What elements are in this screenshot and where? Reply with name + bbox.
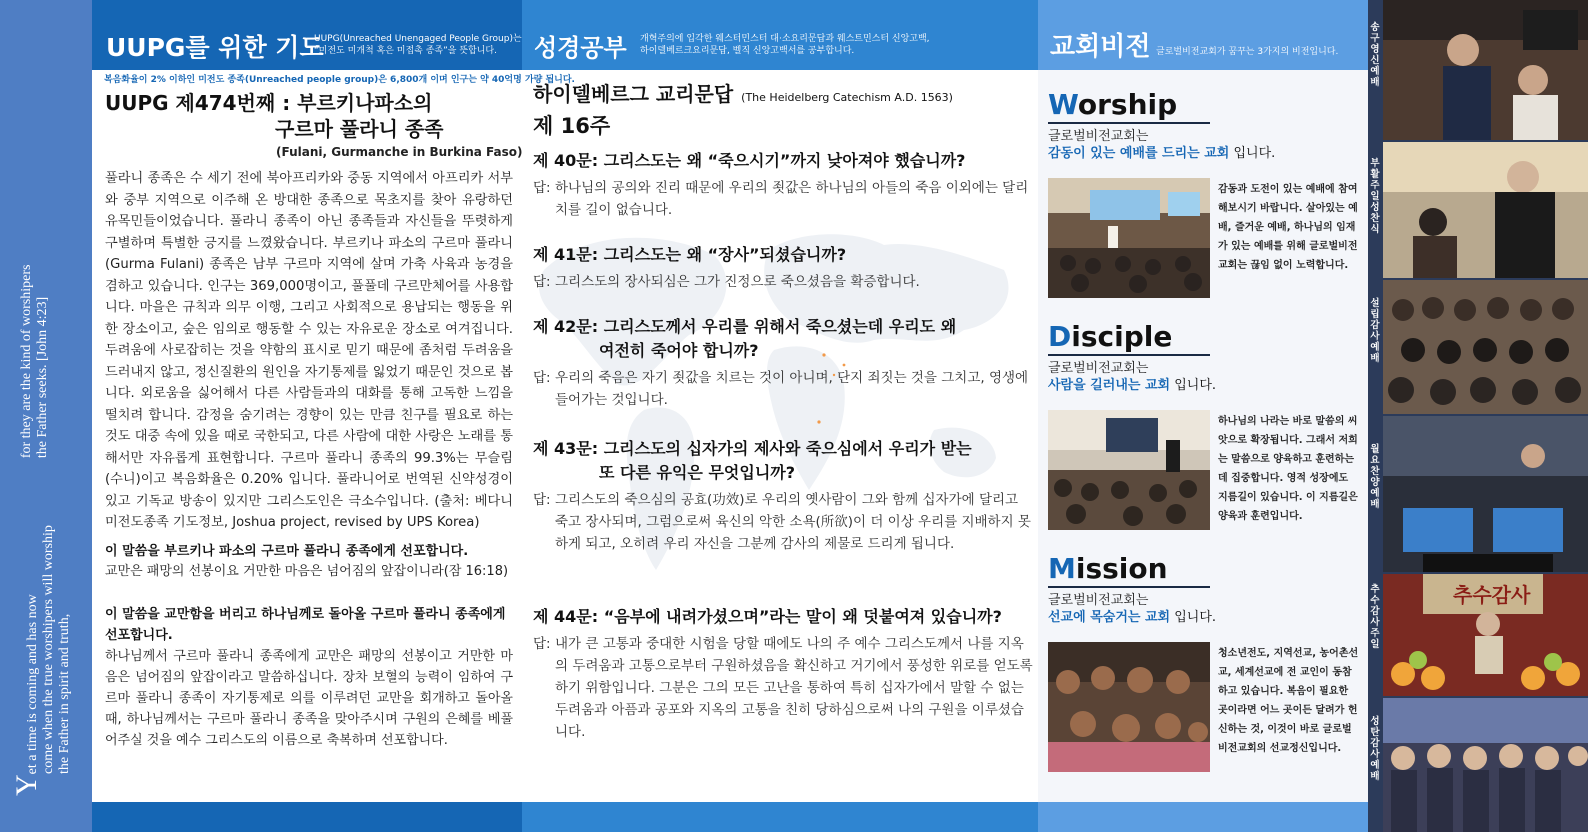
catechism-title-english: (The Heidelberg Catechism A.D. 1563) bbox=[741, 91, 953, 104]
vision-statement bbox=[1048, 377, 1360, 395]
question-line-2: 또 다른 유익은 무엇입니까? bbox=[599, 463, 796, 482]
answer-text: 우리의 죽음은 자기 죗값을 치르는 것이 아니며, 단지 죄짓는 것을 그치고, 영생에 들어가는 것입니다. bbox=[555, 370, 1029, 408]
verse-line: et a time is coming and has now bbox=[25, 594, 40, 775]
uupg-band-sub-2: “미전도 미개척 혹은 미접촉 종족”을 뜻합니다. bbox=[314, 46, 497, 56]
vision-heading-cap: M bbox=[1048, 552, 1076, 585]
vision-highlight: 선교에 목숨거는 교회 bbox=[1048, 610, 1171, 625]
footer-band-1 bbox=[92, 802, 522, 832]
answer-label: 답: bbox=[533, 274, 551, 290]
uupg-title-line-1: UUPG 제474번째 : 부르키나파소의 bbox=[105, 91, 433, 115]
vision-statement bbox=[1048, 145, 1360, 163]
vision-church-label: 글로벌비전교회는 bbox=[1048, 593, 1149, 608]
declaration-1-heading: 이 말씀을 부르키나 파소의 구르마 풀라니 종족에게 선포합니다. bbox=[105, 544, 469, 559]
catechism-title-text: 하이델베르그 교리문답 bbox=[533, 82, 734, 106]
photo-label: 설립감사예배 bbox=[1370, 298, 1380, 364]
photo-founding-service bbox=[1383, 280, 1588, 414]
bible-band-title: 성경공부 bbox=[534, 34, 627, 62]
answer-text: 내가 큰 고통과 중대한 시험을 당할 때에도 나의 주 예수 그리스도께서 나를 지옥의 두려움과 고통으로부터 구원하셨음을 확신하고 거기에서 풍성한 위로를 얻도록 하기 위함입니다. 그분은 그의 모든 고난을 통하여 특히 십자가에서 말할 수 없는 두려움과 아픔과 공포와 지옥의 고통을 친히 당하심으로써 나의 구원을 이루셨습니다. bbox=[555, 636, 1033, 740]
vision-heading-rest: orship bbox=[1077, 88, 1178, 121]
verse-line: for they are the kind of worshipers bbox=[19, 264, 34, 459]
vision-divider bbox=[1048, 354, 1210, 356]
question bbox=[533, 149, 1033, 173]
vision-description: 청소년전도, 지역선교, 농어촌선교, 세계선교에 전 교인이 동참하고 있습니다. 복음이 필요한 곳이라면 어느 곳이든 달려가 헌신하는 것, 이것이 바로 글로벌비전교회의 선교정신입니다. bbox=[1218, 648, 1359, 754]
vision-heading-rest: ission bbox=[1075, 552, 1168, 585]
qa-item-44 bbox=[533, 605, 1033, 743]
footer-band-2 bbox=[522, 802, 1038, 832]
verse-dropcap: Y bbox=[10, 774, 43, 796]
question-line-2: 여전히 죽어야 합니까? bbox=[599, 341, 759, 360]
photo-monday-praise bbox=[1383, 416, 1588, 572]
qa-item-43 bbox=[533, 437, 1033, 555]
vision-suffix: 입니다. bbox=[1174, 610, 1217, 625]
vision-description: 감동과 도전이 있는 예배에 참여해보시기 바랍니다. 살아있는 예배, 즐거운 예배, 하나님의 임재가 있는 예배를 위해 글로벌비전교회는 끊임 없이 노력합니다. bbox=[1218, 184, 1358, 271]
declaration-2-body: 하나님께서 구르마 풀라니 종족에게 교만은 패망의 선봉이고 거만한 마음은 넘어짐의 앞잡이라고 말씀하십니다. 장차 보혈의 능력이 임하여 구르마 풀라니 종족이 자기통제로 의를 이루려던 교만을 회개하고 돌아올 때, 하나님께서는 구르마 풀라니 종족을 맞아주시며 구원의 은혜를 베풀어주실 것을 예수 그리스도의 이름으로 축복하며 선포합니다. bbox=[105, 649, 513, 748]
vision-description: 하나님의 나라는 바로 말씀의 씨앗으로 확장됩니다. 그래서 저희는 말씀으로 양육하고 훈련하는데 집중합니다. 영적 성장에도 지름길이 있습니다. 이 지름길은 양육과 훈련입니다. bbox=[1218, 416, 1358, 522]
uupg-band-sub-1: UUPG(Unreached Unengaged People Group)는 bbox=[314, 34, 522, 44]
bible-header-band bbox=[522, 0, 1038, 70]
uupg-band-title: UUPG를 위한 기도 bbox=[106, 33, 324, 62]
question-line-1: 제 43문: 그리스도의 십자가의 제사와 죽으심에서 우리가 받는 bbox=[533, 439, 972, 458]
qa-item-42 bbox=[533, 315, 1033, 411]
answer-label: 답: bbox=[533, 180, 551, 196]
answer bbox=[533, 271, 1033, 293]
uupg-title bbox=[105, 90, 515, 142]
question bbox=[533, 605, 1033, 629]
uupg-note: 복음화율이 2% 이하인 미전도 종족(Unreached people group)은 6,800개 이며 인구는 약 40억명 가량 됩니다. bbox=[104, 75, 575, 85]
verse-line: the Father in spirit and truth, bbox=[57, 613, 72, 774]
answer-label: 답: bbox=[533, 636, 551, 652]
vision-mission bbox=[1048, 554, 1360, 774]
question-line-1: 제 41문: 그리스도는 왜 “장사”되셨습니까? bbox=[533, 245, 847, 264]
verse-line: come when the true worshipers will worship bbox=[41, 525, 56, 774]
vision-heading bbox=[1048, 90, 1360, 120]
vision-divider bbox=[1048, 586, 1210, 588]
question-line-1: 제 42문: 그리스도께서 우리를 위해서 죽으셨는데 우리도 왜 bbox=[533, 317, 957, 336]
answer-label: 답: bbox=[533, 370, 551, 386]
disciple-photo bbox=[1048, 410, 1210, 530]
banner-text: 추수감사 bbox=[1453, 583, 1531, 607]
vision-band-title: 교회비전 bbox=[1050, 32, 1151, 62]
vision-band-sub: 글로벌비전교회가 꿈꾸는 3가지의 비전입니다. bbox=[1156, 47, 1339, 57]
photo-easter-communion bbox=[1383, 142, 1588, 278]
vision-heading-rest: isciple bbox=[1071, 320, 1173, 353]
uupg-title-line-2: 구르마 풀라니 종족 bbox=[275, 117, 444, 141]
vision-church-label: 글로벌비전교회는 bbox=[1048, 361, 1149, 376]
uupg-header-band bbox=[92, 0, 522, 70]
vision-highlight: 감동이 있는 예배를 드리는 교회 bbox=[1048, 146, 1230, 161]
declaration-2-heading: 이 말씀을 교만함을 버리고 하나님께로 돌아올 구르마 풀라니 종족에게 선포합니다. bbox=[105, 607, 506, 643]
catechism-week: 제 16주 bbox=[533, 114, 611, 138]
vision-heading-cap: W bbox=[1048, 88, 1078, 121]
photo-christmas bbox=[1383, 698, 1588, 832]
vision-heading bbox=[1048, 322, 1360, 352]
question-line-1: 제 40문: 그리스도는 왜 “죽으시기”까지 낮아져야 했습니까? bbox=[533, 151, 966, 170]
answer-text: 그리스도의 장사되심은 그가 진정으로 죽으셨음을 확증합니다. bbox=[555, 274, 920, 290]
uupg-body-text: 풀라니 종족은 수 세기 전에 북아프리카와 중동 지역에서 아프리카 서부와 중부 지역으로 이주해 온 방대한 종족으로 목초지를 찾아 유랑하던 유목민들이었습니다. 풀라니 종족이 아닌 종족들과 자신들을 뚜렷하게 구별하며 특별한 긍지를 느꼈왔습니다. 부르키나 파소의 구르마 풀라니(Gurma Fulani) 종족은 남부 구르마 지역에 살며 가축 사육과 농경을 겸하고 있습니다. 인구는 369,000명이고, 풀풀데 구르만체어를 사용합니다. 마을은 규칙과 의무 이행, 그리고 사회적으로 용납되는 행동을 위한 장소이고, 숲은 임의로 행동할 수 있는 자유로운 장소로 여겨집니다. 두려움에 사로잡히는 것을 약함의 표시로 믿기 때문에 좀처럼 두려움을 드러내지 않고, 정신질환의 원인을 자기통제를 잃었기 때문인 것으로 봅니다. 외로움을 싫어해서 다른 사람들과의 대화를 통해 고독한 느낌을 떨치려 합니다. 감정을 숨기려는 경향이 있는 만큼 친구를 필요로 하는 것도 대중 속에 있을 때로 국한되고, 다른 사람에 대한 사랑은 노래를 통해서만 자유롭게 표현합니다. 구르마 풀라니 종족의 99.3%는 무슬림(수니)이고 복음화율은 0.20% 입니다. 풀라니어로 번역된 신약성경이 있고 기독교 방송이 있지만 그리스도인은 극소수입니다. (출처: 베다니 미전도종족 기도정보, Joshua project, revised by UPS Korea) bbox=[105, 171, 513, 530]
vision-church-label: 글로벌비전교회는 bbox=[1048, 129, 1149, 144]
vision-suffix: 입니다. bbox=[1174, 378, 1217, 393]
mission-photo bbox=[1048, 642, 1210, 772]
vision-divider bbox=[1048, 122, 1210, 124]
uupg-title-english: (Fulani, Gurmanche in Burkina Faso) bbox=[276, 145, 523, 159]
vision-suffix: 입니다. bbox=[1233, 146, 1276, 161]
photo-label: 월요찬양예배 bbox=[1370, 444, 1380, 510]
answer-label: 답: bbox=[533, 492, 551, 508]
qa-item-41 bbox=[533, 243, 1033, 293]
photo-label: 송구영신예배 bbox=[1370, 22, 1380, 88]
catechism-title bbox=[533, 78, 953, 107]
vision-heading bbox=[1048, 554, 1360, 584]
vision-statement bbox=[1048, 609, 1360, 627]
bible-verse-vertical bbox=[10, 36, 73, 796]
vision-highlight: 사람을 길러내는 교회 bbox=[1048, 378, 1171, 393]
vision-worship bbox=[1048, 90, 1360, 302]
photo-new-year-service bbox=[1383, 0, 1588, 140]
qa-item-40 bbox=[533, 149, 1033, 221]
photo-label: 추수감사주일 bbox=[1370, 584, 1380, 650]
answer bbox=[533, 367, 1033, 411]
verse-strip bbox=[0, 0, 92, 832]
vision-heading-cap: D bbox=[1048, 320, 1072, 353]
verse-line: the Father seeks. [John 4:23] bbox=[35, 296, 50, 459]
question bbox=[533, 315, 1033, 363]
photo-label: 부활주일 성찬식 bbox=[1370, 158, 1380, 235]
bible-band-sub-2: 하이델베르크요리문답, 벨직 신앙고백서를 공부합니다. bbox=[640, 46, 855, 56]
answer bbox=[533, 633, 1033, 743]
answer bbox=[533, 177, 1033, 221]
vision-disciple bbox=[1048, 322, 1360, 534]
footer-band-3 bbox=[1038, 802, 1368, 832]
declaration-1-body: 교만은 패망의 선봉이요 거만한 마음은 넘어짐의 앞잡이니라(잠 16:18) bbox=[105, 564, 509, 579]
photo-thanksgiving bbox=[1383, 574, 1588, 696]
answer bbox=[533, 489, 1033, 555]
question-line-1: 제 44문: “음부에 내려가셨으며”라는 말이 왜 덧붙여져 있습니까? bbox=[533, 607, 1002, 626]
photo-label: 성탄감사예배 bbox=[1370, 716, 1380, 782]
answer-text: 하나님의 공의와 진리 때문에 우리의 죗값은 하나님의 아들의 죽음 이외에는 달리 치를 길이 없습니다. bbox=[555, 180, 1029, 218]
question bbox=[533, 243, 1033, 267]
worship-photo bbox=[1048, 178, 1210, 298]
bible-band-sub-1: 개혁주의에 입각한 웨스터민스터 대·소요리문답과 웨스트민스터 신앙고백, bbox=[640, 34, 930, 44]
question bbox=[533, 437, 1033, 485]
answer-text: 그리스도의 죽으심의 공효(功效)로 우리의 옛사람이 그와 함께 십자가에 달리고 죽고 장사되며, 그럼으로써 육신의 악한 소욕(所欲)이 더 이상 우리를 지배하지 못하게 되고, 오히려 우리 자신을 그분께 감사의 제물로 드리게 됩니다. bbox=[555, 492, 1031, 552]
